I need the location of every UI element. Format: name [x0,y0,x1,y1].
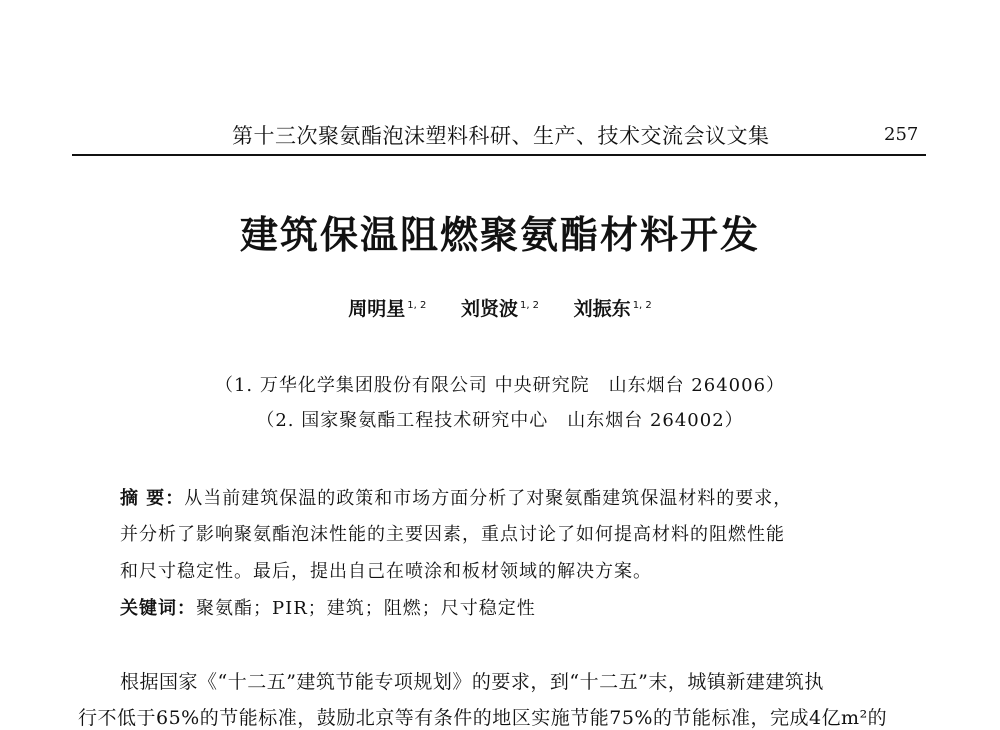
paper-title: 建筑保温阻燃聚氨酯材料开发 [239,213,760,257]
author-2 [461,298,539,320]
keywords-line [120,594,900,620]
author-affiliation-mark: 1, 2 [407,299,427,311]
abstract-label: 摘 要： [120,488,185,509]
author-1 [348,298,426,320]
author-3 [574,298,652,320]
author-name: 周明星 [348,298,406,320]
author-affiliation-mark: 1, 2 [519,299,540,311]
author-list [0,294,1000,321]
running-header-title: 第十三次聚氨酯泡沫塑料科研、生产、技术交流会议文集 [232,124,770,148]
abstract-line-2: 并分析了影响聚氨酯泡沫性能的主要因素，重点讨论了如何提高材料的阻燃性能 [120,524,785,545]
affiliation-1: （1. 万华化学集团股份有限公司 中央研究院 山东烟台 264006） [214,375,786,396]
abstract-text: 从当前建筑保温的政策和市场方面分析了对聚氨酯建筑保温材料的要求， [184,488,793,509]
header-divider [72,154,926,156]
abstract-line-3: 和尺寸稳定性。最后，提出自己在喷涂和板材领域的解决方案。 [120,561,652,582]
page-number: 257 [884,124,919,145]
author-name: 刘振东 [573,298,631,320]
keywords-text: 聚氨酯；PIR；建筑；阻燃；尺寸稳定性 [196,598,536,619]
body-text-line-1: 根据国家《“十二五”建筑节能专项规划》的要求，到“十二五”末，城镇新建建筑执 [120,671,824,693]
author-affiliation-mark: 1, 2 [632,299,652,311]
affiliation-2: （2. 国家聚氨酯工程技术研究中心 山东烟台 264002） [256,410,744,431]
author-name: 刘贤波 [460,298,518,320]
keywords-label: 关键词： [120,598,196,619]
abstract-line-1 [120,484,900,510]
body-text-line-2: 行不低于65%的节能标准，鼓励北京等有条件的地区实施节能75%的节能标准，完成4亿m²的 [78,707,888,729]
